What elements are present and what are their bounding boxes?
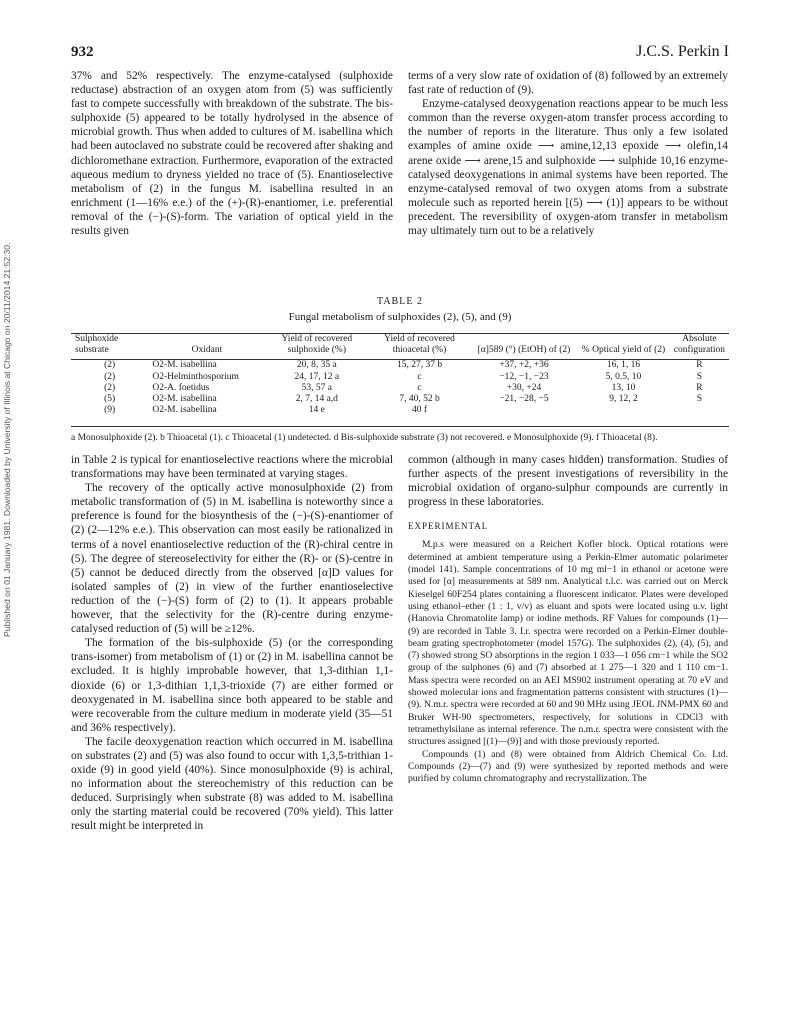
table-cell: S xyxy=(696,394,703,405)
column-header: Sulphoxide substrate xyxy=(71,334,148,360)
table-cell: (5) xyxy=(104,394,116,405)
paragraph: M.p.s were measured on a Reichert Kofler block. Optical rotations were determined at ambient temperature using a Perkin-Elmer automatic polarimeter (model 141). Sample concentrations of 10 mg ml−1 in ethanol or acetone were used for [α] measurements at 589 nm. Analytical t.l.c. was carried out on Merck Kieselgel 60F254 plates containing a fluorescent indicator. Plates were developed using ethanol–ether (1 : 1, v/v) as eluant and spots were located using u.v. light (Hanovia Chromatolite lamp) or iodine methods. RF Values for compounds (1)—(9) are recorded in Table 3. I.r. spectra were recorded on a Perkin-Elmer double-beam grating spectrophotometer (model 157G). The sulphoxides (2), (4), (5), and (7) showed strong SO absorptions in the region 1 033—1 056 cm−1 while the SO2 group of the sulphones (6) and (7) absorbed at 1 275—1 320 and 1 110 cm−1. Mass spectra were recorded on an AEI MS902 instrument operating at 70 eV and showed molecular ions and fragmentation patterns consistent with structures (1)—(9). N.m.r. spectra were recorded at 60 and 90 MHz using JEOL JNM-PMX 60 and Bruker WH-90 spectrometers, respectively, for solutions in CDCl3 with tetramethylsilane as internal reference. The n.m.r. spectra were consistent with the structures assigned [(1)—(9)] and with those previously reported. xyxy=(408,539,728,748)
table-row xyxy=(71,372,729,383)
paragraph: terms of a very slow rate of oxidation of (8) followed by an extremely fast rate of reduction of (9). xyxy=(408,70,728,97)
table-cell: R xyxy=(696,360,703,371)
table-row xyxy=(71,394,729,405)
table-cell: 15, 27, 37 b xyxy=(396,360,443,371)
table-cell: S xyxy=(696,371,703,382)
table-cell: 9, 12, 2 xyxy=(609,394,638,405)
table-row xyxy=(71,383,729,394)
right-column-bottom xyxy=(408,453,728,785)
right-column-top xyxy=(408,69,728,238)
table-row xyxy=(71,360,729,372)
table-cell: 13, 10 xyxy=(611,382,636,393)
table-cell: −12, −1, −23 xyxy=(499,371,549,382)
table-cell: O2-M. isabellina xyxy=(152,360,217,371)
table-cell: +37, +2, +36 xyxy=(499,360,549,371)
table-cell: 16, 1, 16 xyxy=(606,360,641,371)
table-caption: Fungal metabolism of sulphoxides (2), (5), and (9) xyxy=(288,311,512,323)
table-cell: +30, +24 xyxy=(506,382,542,393)
journal-title: J.C.S. Perkin I xyxy=(636,43,729,60)
column-header: [α]589 (°) (EtOH) of (2) xyxy=(471,334,577,360)
column-header: Absolute configuration xyxy=(670,334,729,360)
table-cell: −21, −28, −5 xyxy=(499,394,549,405)
table-cell xyxy=(577,405,670,416)
data-table xyxy=(71,333,729,416)
table-cell: 14 e xyxy=(308,405,325,416)
paragraph: 37% and 52% respectively. The enzyme-catalysed (sulphoxide reductase) abstraction of an oxygen atom from (5) was sufficiently fast to compete successfully with breakdown of the substrate. The bis-sulphoxide (5) appeared to be totally hydrolysed in the absence of microbial growth. Thus when added to cultures of M. isabellina which had been autoclaved no substrate could be recovered after shaking and dichloromethane extraction. Furthermore, evaporation of the extracted aqueous medium to dryness yielded no trace of (5). Enantioselective metabolism of (2) in the fungus M. isabellina resulted in an enrichment (1—16% e.e.) of the (+)-(R)-enantiomer, i.e. preferential removal of the (−)-(S)-form. The variation of optical yield in the results given xyxy=(71,70,393,238)
table-cell: 2, 7, 14 a,d xyxy=(295,394,338,405)
table-cell: c xyxy=(417,371,422,382)
section-heading: EXPERIMENTAL xyxy=(408,521,489,532)
table-header-row xyxy=(71,334,729,360)
column-header: Yield of recovered sulphoxide (%) xyxy=(265,334,368,360)
table-cell: O2-M. isabellina xyxy=(152,405,217,416)
table-label: TABLE 2 xyxy=(377,296,423,307)
table-cell: 24, 17, 12 a xyxy=(294,371,340,382)
column-header: Yield of recovered thioacetal (%) xyxy=(368,334,471,360)
page-number: 932 xyxy=(71,44,94,60)
paragraph: The facile deoxygenation reaction which occurred in M. isabellina on substrates (2) and (5) was also found to occur with 1,3,5-trithian 1-oxide (9) in good yield (40%). Since monosulphoxide (9) is achiral, no information about the stereochemistry of this reduction can be deduced. Surprisingly when substrate (8) was added to M. isabellina only the starting material could be recovered (70% yield). This latter result might be interpreted in xyxy=(71,735,393,833)
left-column-top xyxy=(71,69,393,238)
table-cell: (2) xyxy=(104,371,116,382)
table-cell: O2-A. foetidus xyxy=(152,382,210,393)
table-cell: (9) xyxy=(104,405,116,416)
column-header: % Optical yield of (2) xyxy=(577,334,670,360)
paragraph: common (although in many cases hidden) transformation. Studies of further aspects of the present investigations of reversibility in the microbial oxidation of organo-sulphur compounds are currently in progress in these laboratories. xyxy=(408,454,728,509)
paragraph: Compounds (1) and (8) were obtained from Aldrich Chemical Co. Ltd. Compounds (2)—(7) and (9) were synthesized by reported methods and were purified by column chromatography and recrystallization. The xyxy=(408,748,728,785)
column-header: Oxidant xyxy=(148,334,265,360)
table-cell: 7, 40, 52 b xyxy=(399,394,440,405)
table-row xyxy=(71,405,729,416)
table-cell xyxy=(670,405,729,416)
paragraph: in Table 2 is typical for enantioselective reactions where the microbial transformations may have been terminated at varying stages. xyxy=(71,454,393,481)
table-cell: R xyxy=(696,382,703,393)
download-watermark: Published on 01 January 1981. Downloaded by University of Illinois at Chicago on 20/11/2014 21:52:30. xyxy=(2,242,12,638)
paragraph: The recovery of the optically active monosulphoxide (2) from metabolic transformation of (5) in M. isabellina is noteworthy since a preference is found for the biosynthesis of the (−)-(S)-enantiomer of (2) (2—12% e.e.). This observation can most easily be rationalized in terms of a novel enantioselective reduction of the (R)-chiral centre in (5). The degree of stereoselectivity for either the (R)- or (S)-centre in (5) cannot be deduced directly from the observed [α]D values for isolated samples of (2) in view of the further enantioselective reduction of the (−)-(S) form of (2) to (1). It appears probable however, that the selectivity for the (R)-centre during enzyme-catalysed reduction of (5) will be ≥12%. xyxy=(71,482,393,636)
table-cell: (2) xyxy=(104,360,116,371)
table-cell: 20, 8, 35 a xyxy=(296,360,337,371)
paragraph: Enzyme-catalysed deoxygenation reactions appear to be much less common than the reverse oxygen-atom transfer process according to the number of reports in the literature. Thus only a few isolated examples of amine oxide ⟶ amine,12,13 epoxide ⟶ olefin,14 arene oxide ⟶ arene,15 and sulphoxide ⟶ sulphide 10,16 enzyme-catalysed deoxygenations in animal systems have been reported. The enzyme-catalysed removal of two oxygen atoms from a substrate molecule such as reported herein [(5) ⟶ (1)] appears to be without precedent. The reversibility of oxygen-atom transfer in metabolism may ultimately turn out to be a relatively xyxy=(408,98,728,238)
table-cell: c xyxy=(417,382,422,393)
paragraph: The formation of the bis-sulphoxide (5) (or the corresponding trans-isomer) from metabolism of (1) or (2) in M. isabellina cannot be excluded. It is highly improbable however, that 1,3-dithian 1,1-dioxide (6) or 1,3-dithian 1,1,3-trioxide (7) are either formed or deoxygenated in M. isabellina since both appeared to be stable and were recoverable from the culture medium in moderate yield (35—51 and 36% respectively). xyxy=(71,637,393,734)
left-column-bottom xyxy=(71,453,393,834)
table-cell: (2) xyxy=(104,382,116,393)
table-cell: O2-M. isabellina xyxy=(152,394,217,405)
table-cell: 5, 0.5, 10 xyxy=(605,371,642,382)
table-cell: 53, 57 a xyxy=(301,382,332,393)
table-2 xyxy=(71,296,729,445)
table-cell: O2-Helminthosporium xyxy=(152,371,239,382)
table-cell: 40 f xyxy=(411,405,428,416)
table-cell xyxy=(471,405,577,416)
table-footnotes: a Monosulphoxide (2). b Thioacetal (1). c Thioacetal (1) undetected. d Bis-sulphoxide substrate (3) not recovered. e Monosulphoxide (9). f Thioacetal (8). xyxy=(71,426,729,445)
